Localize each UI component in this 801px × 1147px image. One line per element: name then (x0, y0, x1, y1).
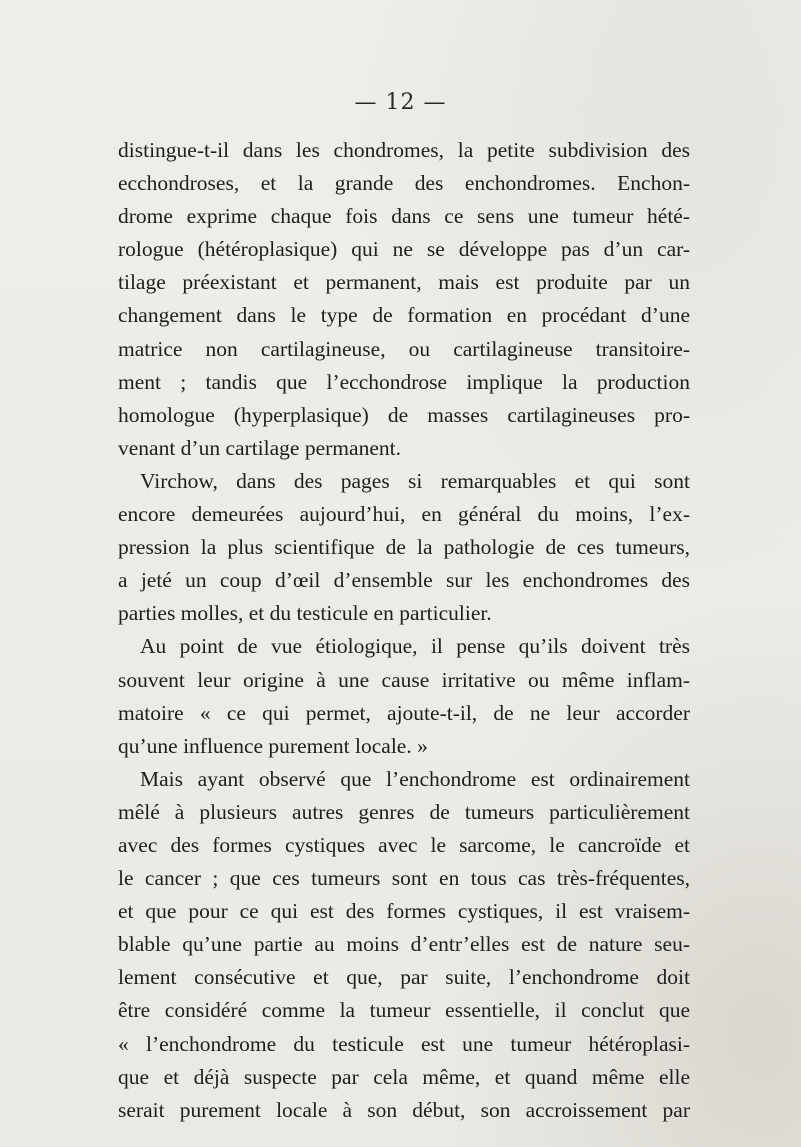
text-line: « l’enchondrome du testicule est une tumeur hétéroplasi- (118, 1031, 690, 1056)
text-line: souvent leur origine à une cause irritative ou même inflam- (118, 667, 690, 692)
text-line: blable qu’une partie au moins d’entr’elles est de nature seu- (118, 932, 690, 957)
text-line: drome exprime chaque fois dans ce sens une tumeur hété- (118, 204, 690, 229)
text-line: Au point de vue étiologique, il pense qu’ils doivent très (140, 634, 690, 659)
text-line: que et déjà suspecte par cela même, et quand même elle (118, 1064, 690, 1089)
text-line: a jeté un coup d’œil d’ensemble sur les enchondromes des (118, 568, 690, 593)
text-line: matoire « ce qui permet, ajoute-t-il, de ne leur accorder (118, 700, 690, 725)
text-line: mêlé à plusieurs autres genres de tumeurs particulièrement (118, 799, 690, 824)
text-line: venant d’un cartilage permanent. (118, 435, 401, 460)
text-line: matrice non cartilagineuse, ou cartilagineuse transitoire- (118, 336, 690, 361)
text-line: Mais ayant observé que l’enchondrome est ordinairement (140, 766, 690, 791)
text-line: encore demeurées aujourd’hui, en général du moins, l’ex- (118, 502, 690, 527)
text-line: tilage préexistant et permanent, mais est produite par un (118, 270, 690, 295)
text-line: qu’une influence purement locale. » (118, 733, 428, 758)
text-line: être considéré comme la tumeur essentielle, il conclut que (118, 998, 690, 1023)
text-line: changement dans le type de formation en procédant d’une (118, 303, 690, 328)
text-line: le cancer ; que ces tumeurs sont en tous cas très-fréquentes, (118, 866, 690, 891)
body-text (118, 134, 690, 1127)
text-line: avec des formes cystiques avec le sarcome, le cancroïde et (118, 832, 690, 857)
text-line: rologue (hétéroplasique) qui ne se développe pas d’un car- (118, 237, 690, 262)
text-line: ecchondroses, et la grande des enchondromes. Enchon- (118, 171, 690, 196)
text-line: distingue-t-il dans les chondromes, la petite subdivision des (118, 138, 690, 162)
text-line: et que pour ce qui est des formes cystiques, il est vraisem- (118, 899, 690, 924)
text-line: Virchow, dans des pages si remarquables et qui sont (140, 468, 690, 493)
text-line: lement consécutive et que, par suite, l’enchondrome doit (118, 965, 690, 990)
text-line: ment ; tandis que l’ecchondrose implique la production (118, 369, 690, 394)
text-line: pression la plus scientifique de la pathologie de ces tumeurs, (118, 535, 690, 560)
page-number: — 12 — (354, 90, 447, 115)
text-line: homologue (hyperplasique) de masses cartilagineuses pro- (118, 402, 690, 427)
text-line: serait purement locale à son début, son accroissement par (118, 1097, 690, 1122)
text-line: parties molles, et du testicule en particulier. (118, 601, 492, 626)
